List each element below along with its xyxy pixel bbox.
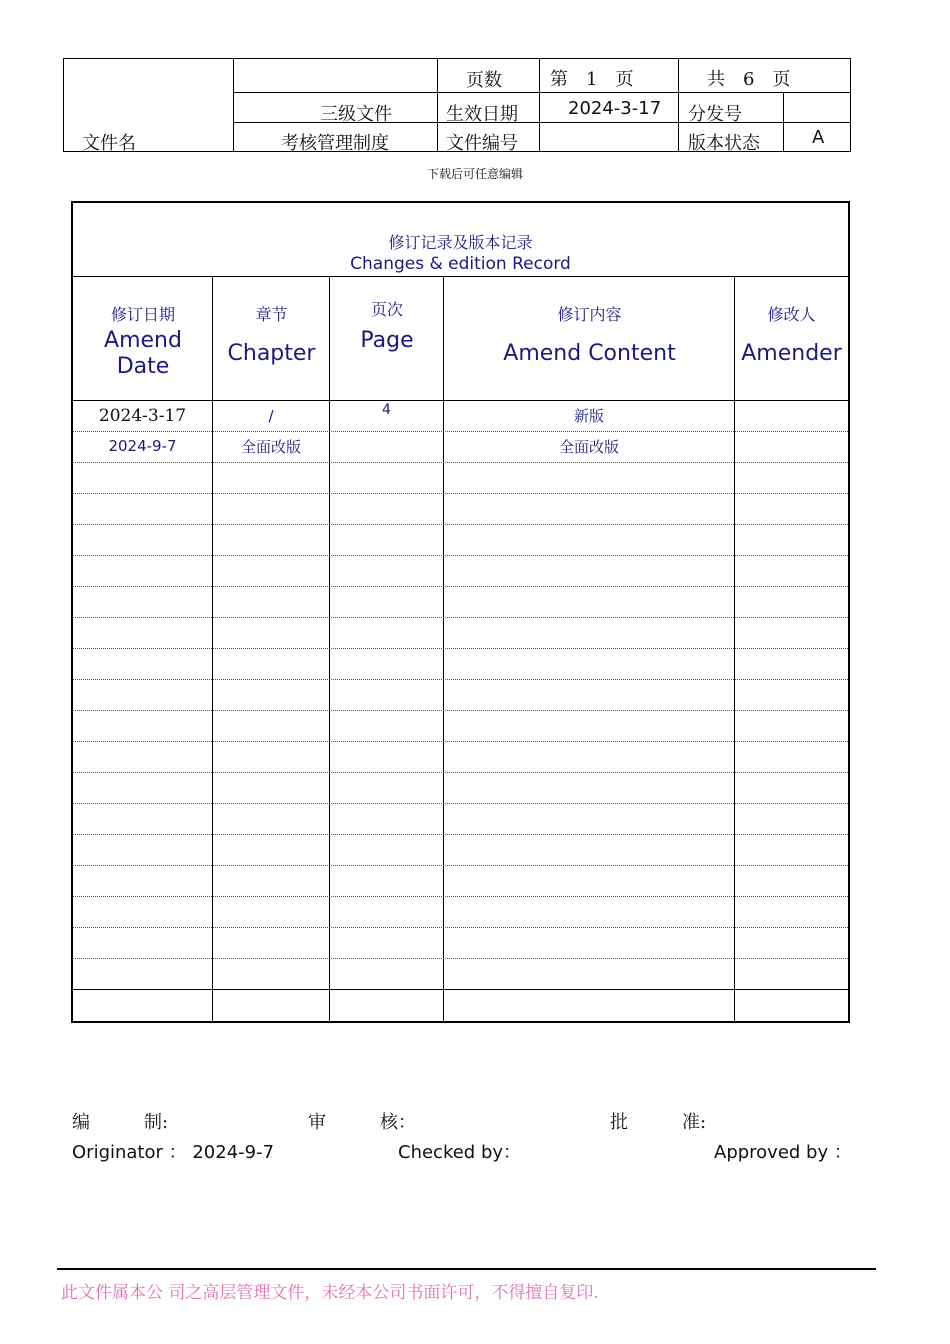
record-title (73, 203, 848, 277)
table-row (73, 959, 848, 990)
edit-note: 下载后可任意编辑 (426, 167, 523, 181)
column-header-date (73, 276, 213, 401)
table-row (73, 432, 848, 463)
page-total-cell (679, 59, 851, 93)
column-header-page-en: Page (360, 328, 414, 353)
file-name-label: 文件名 (82, 133, 136, 154)
page-total: 共 6 页 (707, 69, 791, 90)
footer-divider (57, 1268, 876, 1270)
table-row (73, 835, 848, 866)
effective-date-label-cell (438, 93, 540, 123)
header-blank-cell (64, 59, 234, 152)
table-row (73, 897, 848, 928)
distribution-value-cell (784, 93, 851, 123)
version-label: 版本状态 (688, 133, 760, 154)
row-date: 2024-9-7 (108, 437, 177, 455)
column-header-chapter (213, 276, 330, 401)
row-content: 新版 (573, 407, 604, 425)
table-row (73, 494, 848, 525)
row-content: 全面改版 (558, 438, 619, 456)
file-number-label: 文件编号 (446, 133, 518, 154)
distribution-label-cell (679, 93, 784, 123)
column-header-amender-cn: 修改人 (767, 305, 816, 324)
table-row (73, 990, 848, 1021)
version-label-cell (679, 123, 784, 152)
table-row (73, 680, 848, 711)
table-row (73, 742, 848, 773)
level-text: 三级文件 (320, 104, 392, 125)
effective-date-cell (540, 93, 679, 123)
row-chapter: 全面改版 (240, 438, 301, 456)
level-cell (234, 93, 438, 123)
page-current-cell (540, 59, 679, 93)
row-page (330, 432, 443, 462)
column-header-chapter-en: Chapter (227, 341, 316, 366)
table-row (73, 401, 848, 432)
column-header-date-en1: Amend (104, 328, 182, 353)
file-number-label-cell (438, 123, 540, 152)
column-header-page (330, 276, 444, 401)
table-row (73, 587, 848, 618)
row-date: 2024-3-17 (98, 406, 187, 426)
originator-line: Originator ： 2024-9-7 (72, 1142, 275, 1163)
approve-label: 批 准: (610, 1112, 707, 1133)
file-number-cell (540, 123, 679, 152)
column-header-date-cn: 修订日期 (110, 305, 175, 324)
header-top-blank (234, 59, 438, 93)
table-row (73, 618, 848, 649)
pages-cell (438, 59, 540, 93)
file-name: 考核管理制度 (281, 133, 389, 154)
column-header-content (444, 276, 735, 401)
effective-date: 2024-3-17 (568, 98, 662, 119)
table-row (73, 556, 848, 587)
version-cell (784, 123, 851, 152)
table-row (73, 649, 848, 680)
record-title-cn: 修订记录及版本记录 (388, 233, 533, 252)
checked-by-label: Checked by： (398, 1142, 522, 1163)
table-row (73, 773, 848, 804)
column-header-chapter-cn: 章节 (255, 305, 288, 324)
table-row (73, 463, 848, 494)
column-header-amender (735, 276, 848, 401)
column-header-page-cn: 页次 (370, 300, 403, 319)
column-header-date-en2: Date (116, 354, 170, 379)
column-header-amender-en: Amender (741, 341, 842, 366)
effective-date-label: 生效日期 (446, 104, 518, 125)
table-row (73, 866, 848, 897)
record-title-en: Changes & edition Record (350, 254, 571, 274)
header-table (63, 58, 851, 152)
column-header-content-en: Amend Content (503, 341, 676, 366)
file-name-cell (234, 123, 438, 152)
page-current: 第 1 页 (550, 69, 634, 90)
revision-record-table (71, 201, 850, 1023)
footer-notice: 此文件属本公 司之高层管理文件，未经本公司书面许可，不得擅自复印. (61, 1283, 599, 1303)
row-page: 4 (382, 402, 391, 418)
row-amender (735, 401, 848, 431)
row-chapter: / (268, 407, 274, 425)
approved-by-label: Approved by ： (714, 1142, 852, 1163)
table-row (73, 928, 848, 959)
version-value: A (812, 127, 825, 148)
table-row (73, 525, 848, 556)
pages-label: 页数 (466, 70, 502, 91)
review-label: 审 核： (308, 1112, 416, 1133)
table-row (73, 804, 848, 835)
row-amender (735, 432, 848, 462)
column-header-content-cn: 修订内容 (557, 305, 622, 324)
compile-label: 编 制: (72, 1112, 169, 1133)
table-row (73, 711, 848, 742)
distribution-label: 分发号 (688, 104, 742, 125)
